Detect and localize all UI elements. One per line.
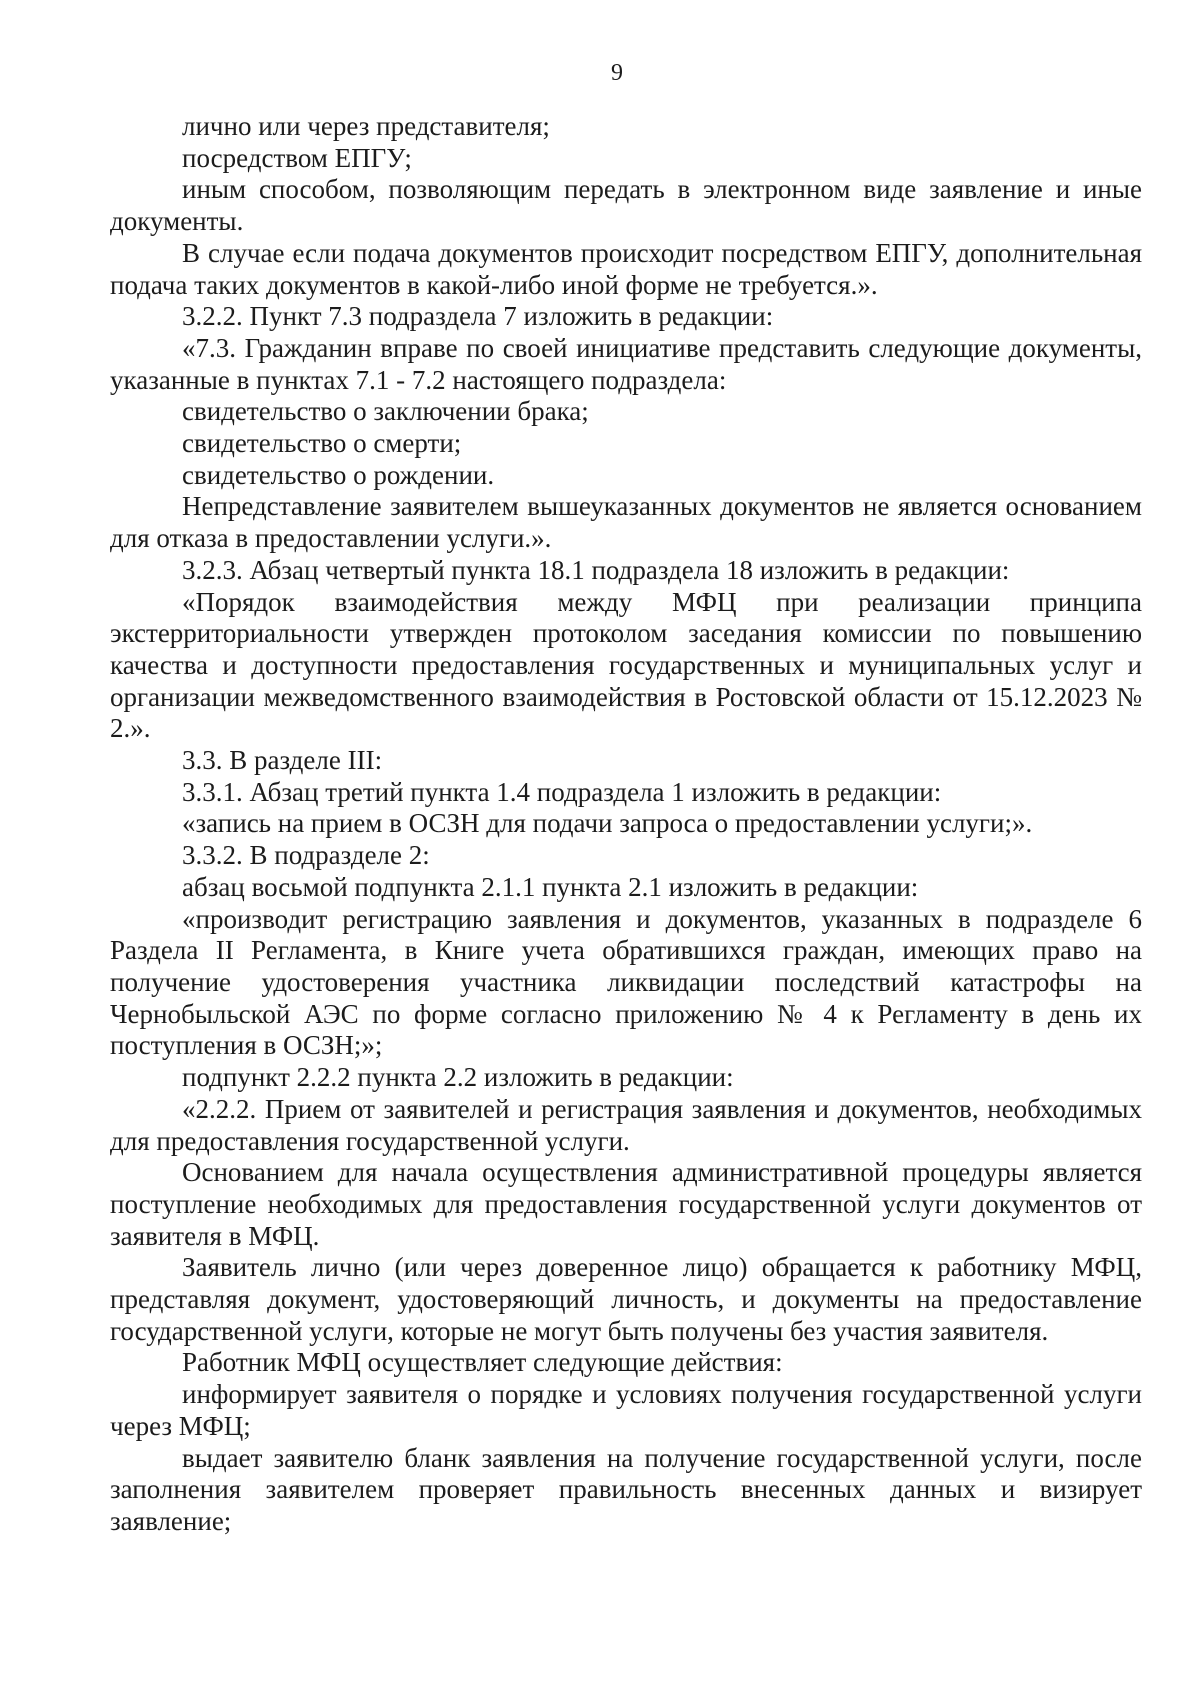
- paragraph: 3.2.2. Пункт 7.3 подраздела 7 изложить в редакции:: [182, 301, 774, 332]
- paragraph: свидетельство о смерти;: [182, 428, 462, 459]
- paragraph: посредством ЕПГУ;: [182, 142, 412, 173]
- paragraph: В случае если подача документов происходит посредством ЕПГУ, дополнительная подача таких документов в какой-либо иной форме не требуется.».: [110, 237, 1142, 300]
- paragraph: «производит регистрацию заявления и документов, указанных в подразделе 6 Раздела II Регламента, в Книге учета обратившихся граждан, имеющих право на получение удостоверения участника ликвидации последствий катастрофы на Чернобыльской АЭС по форме согласно приложению № 4 к Регламенту в день их поступления в ОСЗН;»;: [110, 903, 1142, 1061]
- paragraph: выдает заявителю бланк заявления на получение государственной услуги, после заполнения заявителем проверяет правильность внесенных данных и визирует заявление;: [110, 1442, 1142, 1536]
- paragraph: абзац восьмой подпункта 2.1.1 пункта 2.1 изложить в редакции:: [182, 871, 919, 902]
- paragraph: Непредставление заявителем вышеуказанных документов не является основанием для отказа в предоставлении услуги.».: [110, 491, 1142, 554]
- page-number: 9: [611, 60, 623, 86]
- paragraph: 3.3.2. В подразделе 2:: [182, 840, 430, 871]
- paragraph: иным способом, позволяющим передать в электронном виде заявление и иные документы.: [110, 174, 1142, 237]
- paragraph: Работник МФЦ осуществляет следующие действия:: [182, 1347, 783, 1378]
- paragraph: информирует заявителя о порядке и условиях получения государственной услуги через МФЦ;: [110, 1379, 1142, 1441]
- paragraph: Основанием для начала осуществления административной процедуры является поступление необходимых для предоставления государственной услуги документов от заявителя в МФЦ.: [110, 1157, 1142, 1251]
- paragraph: 3.2.3. Абзац четвертый пункта 18.1 подраздела 18 изложить в редакции:: [182, 554, 1010, 585]
- paragraph: 3.3. В разделе III:: [182, 745, 383, 776]
- paragraph: «7.3. Гражданин вправе по своей инициативе представить следующие документы, указанные в пунктах 7.1 - 7.2 настоящего подраздела:: [110, 332, 1142, 395]
- paragraph: «2.2.2. Прием от заявителей и регистрация заявления и документов, необходимых для предоставления государственной услуги.: [110, 1093, 1142, 1156]
- document-body: [110, 111, 1142, 1538]
- paragraph: «Порядок взаимодействия между МФЦ при реализации принципа экстерриториальности утвержден протоколом заседания комиссии по повышению качества и доступности предоставления государственных и муниципальных услуг и организации межведомственного взаимодействия в Ростовской области от 15.12.2023 № 2.».: [110, 586, 1142, 744]
- paragraph: лично или через представителя;: [182, 111, 550, 141]
- paragraph: «запись на прием в ОСЗН для подачи запроса о предоставлении услуги;».: [182, 808, 1033, 839]
- paragraph: свидетельство о заключении брака;: [182, 396, 589, 427]
- paragraph: 3.3.1. Абзац третий пункта 1.4 подраздела 1 изложить в редакции:: [182, 776, 942, 807]
- paragraph: подпункт 2.2.2 пункта 2.2 изложить в редакции:: [182, 1062, 734, 1093]
- paragraph: Заявитель лично (или через доверенное лицо) обращается к работнику МФЦ, представляя документ, удостоверяющий личность, и документы на предоставление государственной услуги, которые не могут быть получены без участия заявителя.: [110, 1252, 1142, 1346]
- paragraph: свидетельство о рождении.: [182, 459, 495, 490]
